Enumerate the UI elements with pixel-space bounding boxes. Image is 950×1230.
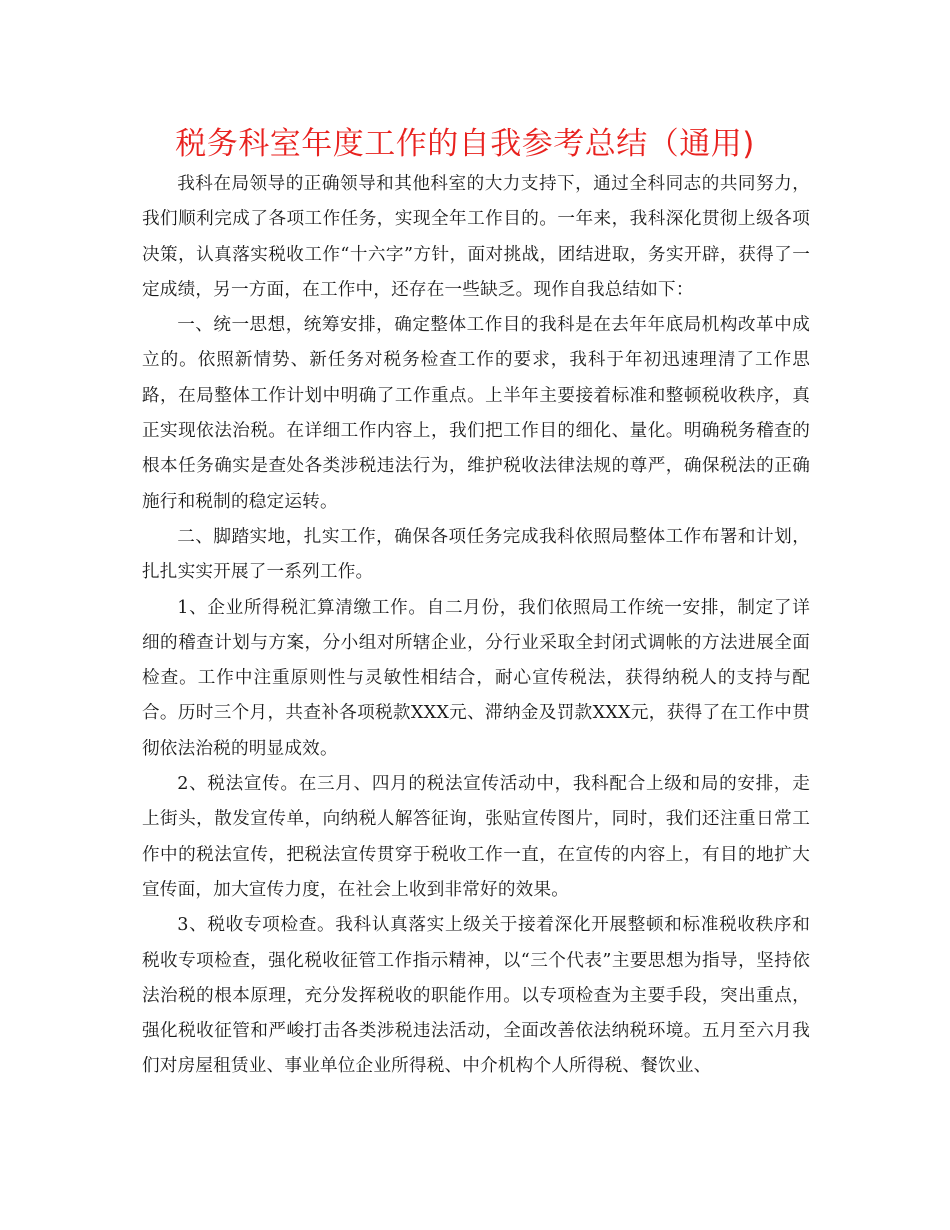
paragraph-item-2: 2、税法宣传。在三月、四月的税法宣传活动中，我科配合上级和局的安排，走上街头，散发宣传单，向纳税人解答征询，张贴宣传图片，同时，我们还注重日常工作中的税法宣传，把税法宣传贯穿于税收工作一直，在宣传的内容上，有目的地扩大宣传面，加大宣传力度，在社会上收到非常好的效果。	[142, 774, 810, 900]
document-title: 税务科室年度工作的自我参考总结（通用)	[175, 126, 755, 162]
paragraph-section-2: 二、脚踏实地，扎实工作，确保各项任务完成我科依照局整体工作布署和计划，扎扎实实开展了一系列工作。	[142, 526, 810, 583]
document-body	[142, 167, 810, 1085]
paragraph-item-1: 1、企业所得税汇算清缴工作。自二月份，我们依照局工作统一安排，制定了详细的稽查计划与方案，分小组对所辖企业，分行业采取全封闭式调帐的方法进展全面检查。工作中注重原则性与灵敏性相结合，耐心宣传税法，获得纳税人的支持与配合。历时三个月，共查补各项税款XXX元、滞纳金及罚款XXX元，获得了在工作中贯彻依法治税的明显成效。	[142, 597, 810, 759]
paragraph-item-3: 3、税收专项检查。我科认真落实上级关于接着深化开展整顿和标准税收秩序和税收专项检查，强化税收征管工作指示精神，以“三个代表”主要思想为指导，坚持依法治税的根本原理，充分发挥税收的职能作用。以专项检查为主要手段，突出重点，强化税收征管和严峻打击各类涉税违法活动，全面改善依法纳税环境。五月至六月我们对房屋租赁业、事业单位企业所得税、中介机构个人所得税、餐饮业、	[142, 915, 810, 1077]
paragraph-section-1: 一、统一思想，统筹安排，确定整体工作目的我科是在去年年底局机构改革中成立的。依照新情势、新任务对税务检查工作的要求，我科于年初迅速理清了工作思路，在局整体工作计划中明确了工作重点。上半年主要接着标准和整顿税收秩序，真正实现依法治税。在详细工作内容上，我们把工作目的细化、量化。明确税务稽查的根本任务确实是查处各类涉税违法行为，维护税收法律法规的尊严，确保税法的正确施行和税制的稳定运转。	[142, 315, 810, 512]
paragraph-intro: 我科在局领导的正确领导和其他科室的大力支持下，通过全科同志的共同努力，我们顺利完成了各项工作任务，实现全年工作目的。一年来，我科深化贯彻上级各项决策，认真落实税收工作“十六字”方针，面对挑战，团结进取，务实开辟，获得了一定成绩，另一方面，在工作中，还存在一些缺乏。现作自我总结如下：	[142, 174, 810, 300]
